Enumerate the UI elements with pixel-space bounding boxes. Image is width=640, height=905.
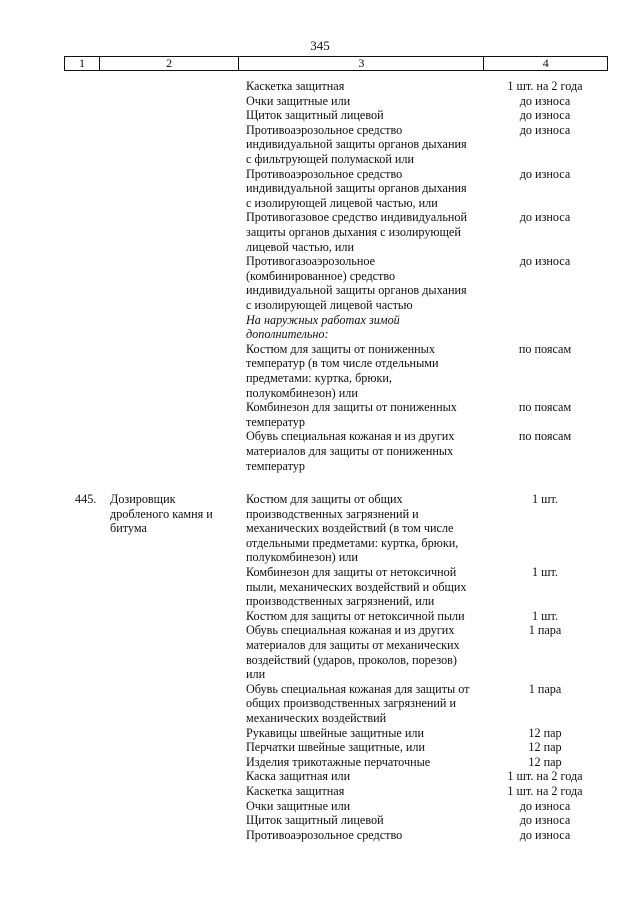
item-description-line: Противогазовое средство индивидуальной [246,210,468,225]
list-item [0,108,640,123]
item-description-line: индивидуальной защиты органов дыхания [246,181,467,196]
header-col-3: 3 [239,57,484,70]
item-description-line: Обувь специальная кожаная для защиты от [246,681,470,696]
item-description-line: или [246,667,266,682]
item-quantity: 1 шт. [532,565,558,579]
list-item [0,623,640,681]
item-description-line: Комбинезон для защиты от нетоксичной [246,565,457,579]
item-quantity: до износа [519,108,571,123]
item-description-line: дополнительно: [246,327,329,342]
item-description [246,828,496,843]
item-description-line: производственных загрязнений, или [246,594,435,609]
item-description [246,609,496,624]
item-quantity: 1 шт. [532,608,558,623]
item-description [246,400,496,429]
list-item [0,313,640,342]
item-quantity: 1 шт. на 2 года [507,784,583,798]
item-description-line: Костюм для защиты от общих [246,492,403,506]
item-description [246,565,496,609]
list-item [0,94,640,109]
entry-items-list [0,492,640,842]
item-description-line: общих производственных загрязнений и [246,696,457,711]
item-quantity: 1 шт. на 2 года [507,769,583,784]
item-description-line: воздействий (ударов, проколов, порезов) [246,652,457,667]
list-item [0,492,640,565]
list-item [0,210,640,254]
item-description-line: защиты органов дыхания с изолирующей [246,224,461,239]
item-description-line: отдельными предметами: куртка, брюки, [246,535,459,550]
item-quantity: до износа [519,827,571,842]
item-description [246,799,496,814]
item-description-line: материалов для защиты от пониженных [246,443,454,458]
item-description-line: с изолирующей лицевой частью, или [246,195,438,210]
item-quantity: до износа [519,166,571,181]
item-description [246,755,496,770]
item-description [246,123,496,167]
entry-number: 445. [75,492,97,506]
item-quantity: до износа [519,93,571,108]
item-description [246,313,496,342]
item-description [246,726,496,741]
list-item [0,123,640,167]
profession-line: битума [110,521,147,536]
list-item [0,828,640,843]
item-quantity: до износа [519,798,571,813]
item-description-line: Изделия трикотажные перчаточные [246,754,431,769]
item-quantity: до износа [519,813,571,828]
item-quantity: 12 пар [528,725,562,740]
item-quantity: по поясам [518,400,572,415]
item-description [246,342,496,400]
item-description-line: температур (в том числе отдельными [246,356,439,371]
item-description-line: производственных загрязнений и [246,506,419,521]
item-quantity: до износа [519,254,571,269]
list-item [0,342,640,400]
list-item [0,400,640,429]
list-item [0,813,640,828]
item-quantity: до износа [519,210,571,225]
header-col-4: 4 [542,56,549,70]
list-item [0,254,640,312]
list-item [0,755,640,770]
item-description-line: Щиток защитный лицевой [246,108,384,123]
page-number: 345 [310,38,330,53]
item-description-line: температур [246,458,305,473]
item-description-line: Каскетка защитная [246,79,345,93]
table-header-row [64,56,608,71]
item-description [246,769,496,784]
item-description-line: предметами: куртка, брюки, [246,370,392,385]
header-col-1: 1 [65,57,100,70]
item-description-line: Костюм для защиты от пониженных [246,341,435,356]
item-description-line: индивидуальной защиты органов дыхания [246,283,467,298]
item-description [246,813,496,828]
list-item [0,799,640,814]
item-quantity: по поясам [518,341,572,356]
item-description [246,108,496,123]
list-item [0,429,640,473]
item-description-line: Комбинезон для защиты от пониженных [246,400,457,415]
item-description-line: Щиток защитный лицевой [246,813,384,828]
item-description-line: (комбинированное) средство [246,268,396,283]
item-description-line: Очки защитные или [246,798,351,813]
item-quantity: 12 пар [528,740,562,755]
item-description-line: индивидуальной защиты органов дыхания [246,137,467,152]
item-description [246,623,496,681]
item-description-line: Очки защитные или [246,93,351,108]
list-item [0,167,640,211]
list-item [0,740,640,755]
item-description [246,682,496,726]
item-description-line: полукомбинезон) или [246,385,358,400]
item-description-line: лицевой частью, или [246,239,355,254]
profession-line: Дозировщик [110,492,176,506]
item-description-line: Костюм для защиты от нетоксичной пыли [246,608,465,623]
item-description-line: механических воздействий [246,710,387,725]
item-description-line: материалов для защиты от механических [246,637,460,652]
item-description [246,429,496,473]
item-description-line: На наружных работах зимой [246,312,400,327]
item-description-line: полукомбинезон) или [246,550,358,565]
item-description [246,210,496,254]
item-description-line: Обувь специальная кожаная и из других [246,429,455,444]
list-item [0,79,640,94]
list-item [0,784,640,799]
item-quantity: по поясам [518,429,572,444]
item-quantity: 12 пар [528,754,562,769]
item-description [246,79,496,94]
item-description [246,492,496,565]
item-description [246,740,496,755]
item-quantity: 1 пара [528,623,562,638]
list-item [0,769,640,784]
item-quantity: 1 шт. на 2 года [507,79,583,93]
item-description-line: Противоаэрозольное средство [246,122,403,137]
item-description [246,784,496,799]
list-item [0,609,640,624]
item-description-line: Противоаэрозольное средство [246,827,403,842]
continued-items-list [0,79,640,473]
item-description-line: Обувь специальная кожаная и из других [246,623,455,638]
item-quantity: до износа [519,122,571,137]
item-description [246,167,496,211]
item-description-line: Противоаэрозольное средство [246,166,403,181]
profession-line: дробленого камня и [110,506,213,521]
item-description-line: с изолирующей лицевой частью [246,297,413,312]
item-description-line: пыли, механических воздействий и общих [246,579,467,594]
item-description-line: с фильтрующей полумаской или [246,151,415,166]
item-description-line: Каска защитная или [246,769,351,784]
header-col-2: 2 [100,57,239,70]
list-item [0,682,640,726]
item-description-line: температур [246,414,305,429]
item-description-line: Рукавицы швейные защитные или [246,725,424,740]
item-quantity: 1 пара [528,681,562,696]
item-description [246,94,496,109]
item-description-line: механических воздействий (в том числе [246,521,454,536]
item-quantity: 1 шт. [532,492,558,506]
item-description-line: Перчатки швейные защитные, или [246,740,426,755]
list-item [0,726,640,741]
item-description-line: Противогазоаэрозольное [246,254,376,269]
item-description-line: Каскетка защитная [246,784,345,798]
list-item [0,565,640,609]
item-description [246,254,496,312]
